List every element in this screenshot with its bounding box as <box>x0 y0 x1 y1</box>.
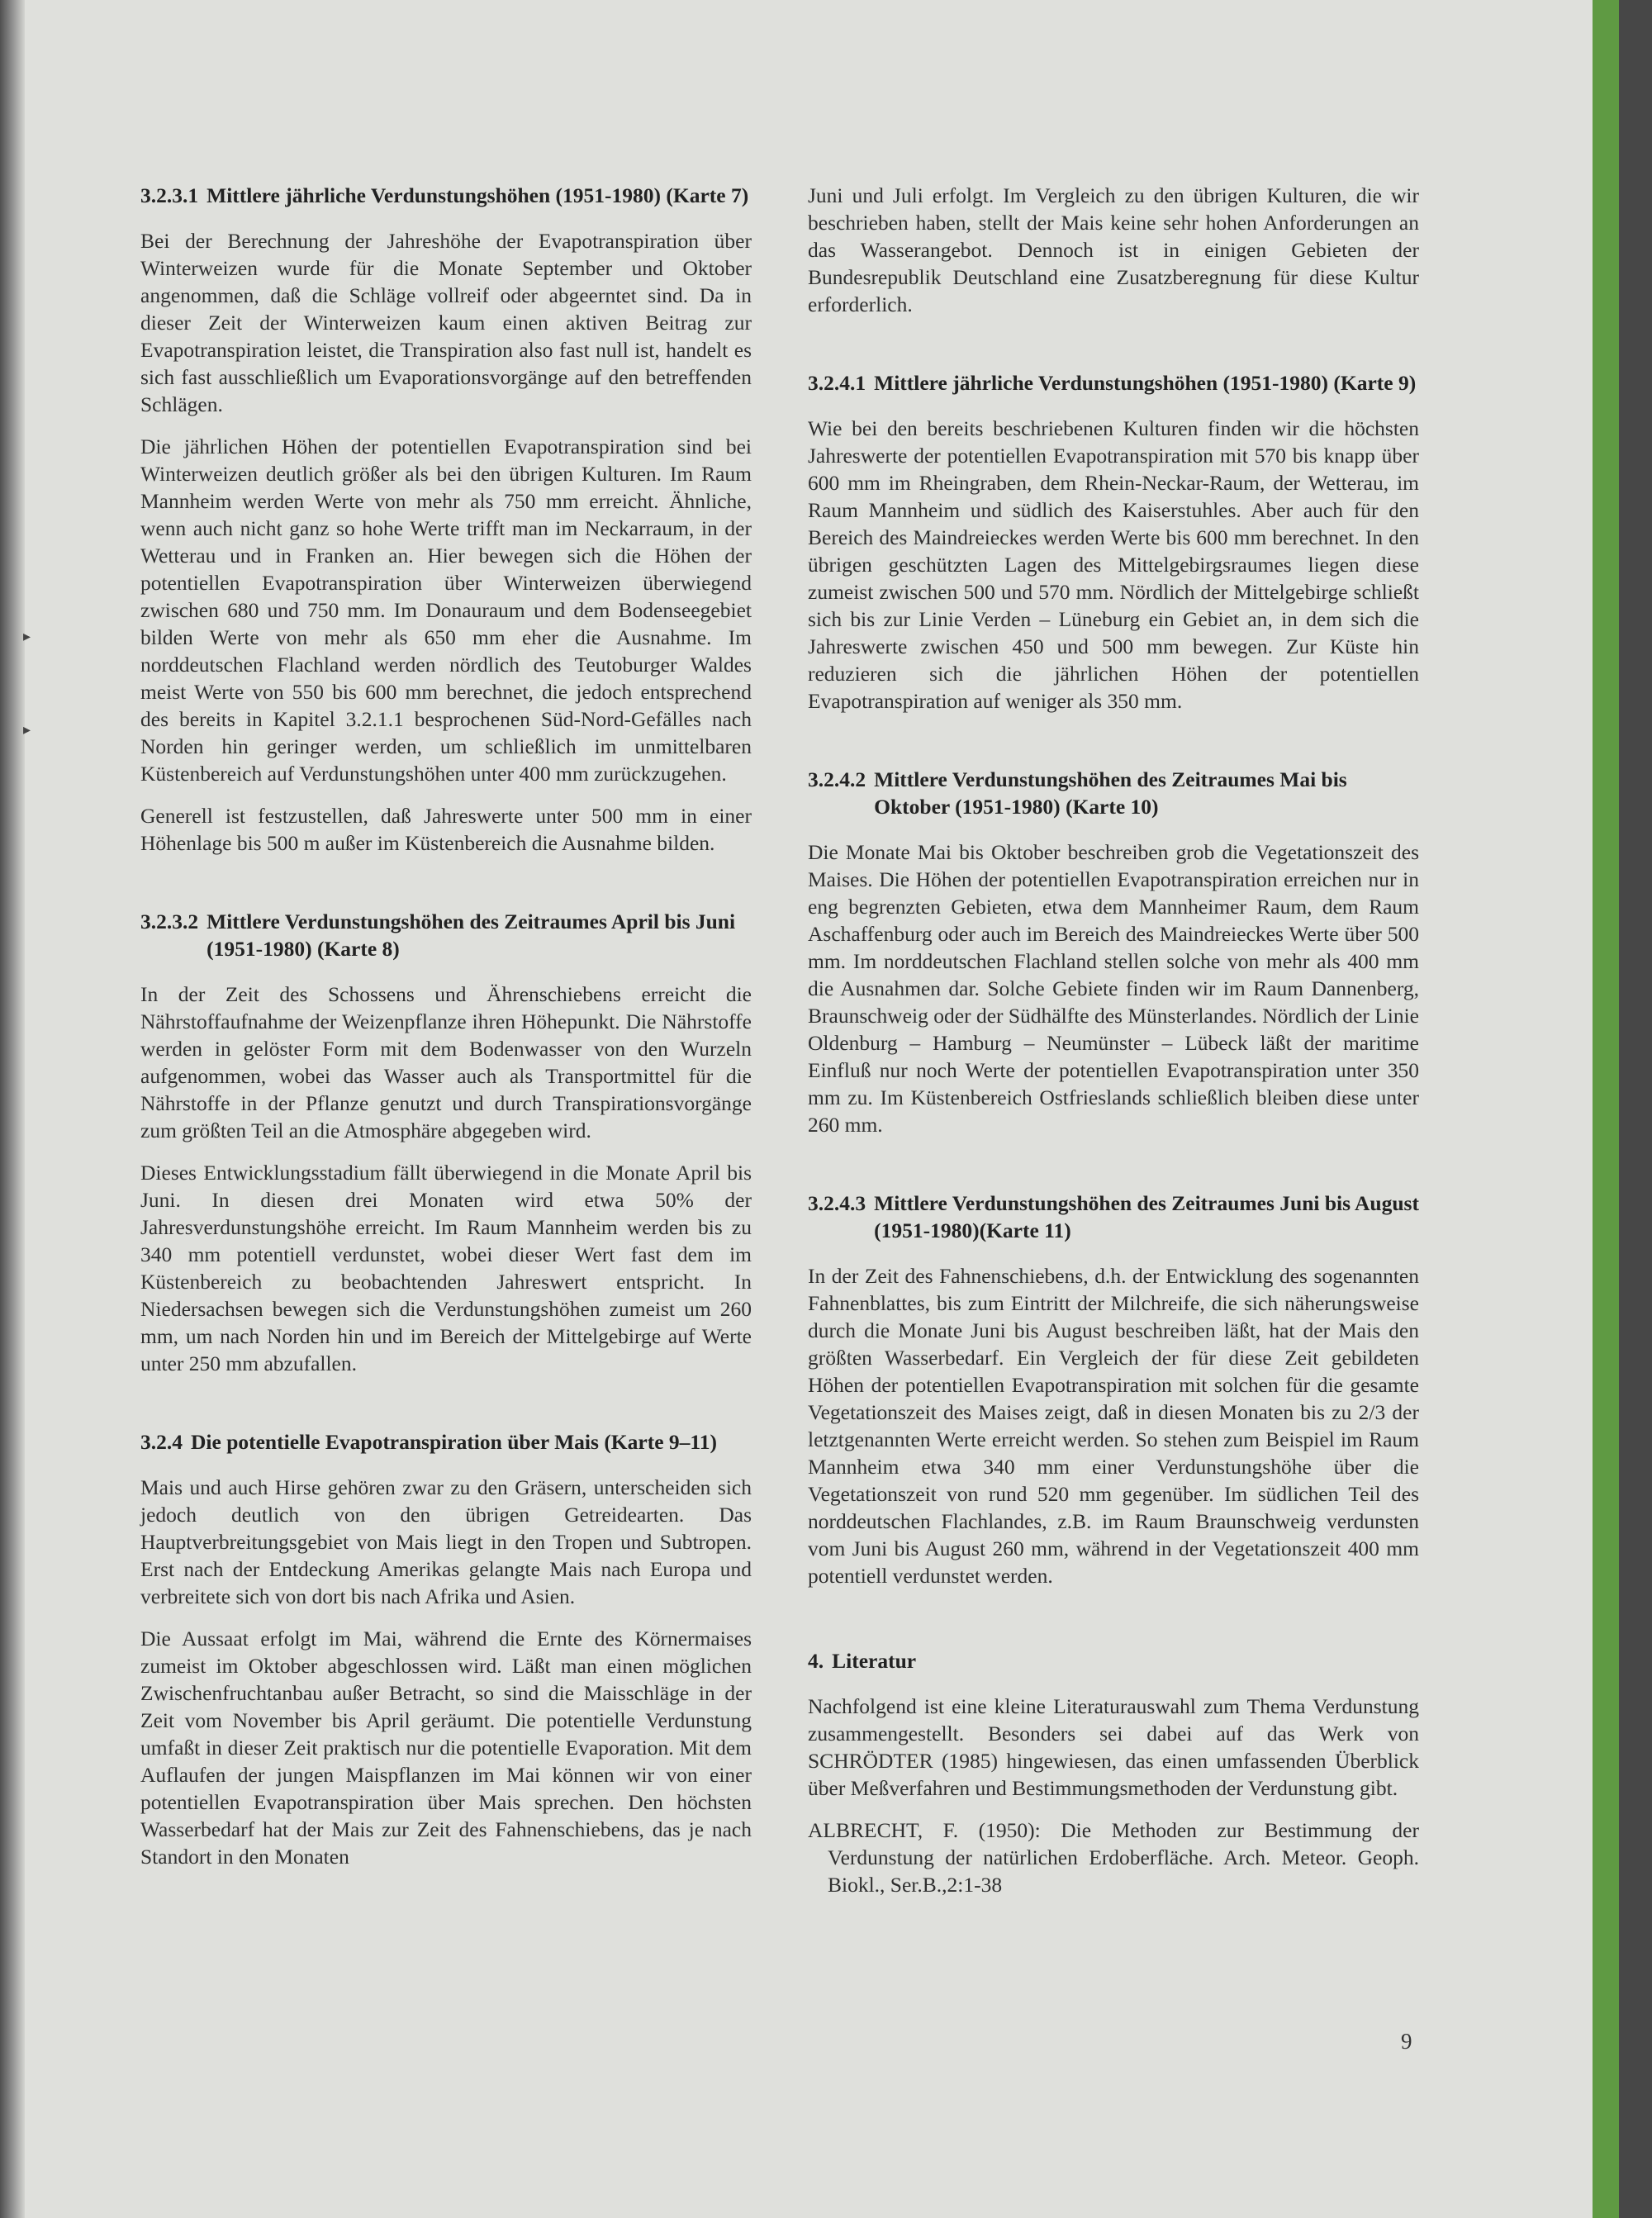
section-number: 3.2.4 <box>140 1430 183 1454</box>
section-number: 3.2.4.3 <box>808 1191 866 1215</box>
section-title: Mittlere Verdunstungshöhen des Zeitraumes Juni bis August (1951-1980)(Karte 11) <box>874 1191 1419 1242</box>
margin-mark: ▸ <box>23 721 31 738</box>
paragraph: Nachfolgend ist eine kleine Literaturauswahl zum Thema Verdunstung zusammengestellt. Besonders sei dabei auf das Werk von SCHRÖDTER (1985) hingewiesen, das einen umfassenden Überblick über Meßverfahren und Bestimmungsmethoden der Verdunstung gibt. <box>808 1694 1419 1800</box>
paragraph: Die Aussaat erfolgt im Mai, während die Ernte des Körnermaises zumeist im Oktober abgeschlossen wird. Läßt man einen möglichen Zwischenfruchtanbau außer Betracht, so sind die Maisschläge in der Zeit vom November bis April geräumt. Die potentielle Verdunstung umfaßt in dieser Zeit praktisch nur die potentielle Evaporation. Mit dem Auflaufen der jungen Maispflanzen im Mai können wir von einer potentiellen Evapotranspiration über Mais sprechen. Den höchsten Wasserbedarf hat der Mais zur Zeit des Fahnenschiebens, das je nach Standort in den Monaten <box>140 1627 752 1869</box>
section-title: Mittlere Verdunstungshöhen des Zeitraumes April bis Juni (1951-1980) (Karte 8) <box>206 910 736 961</box>
section-number: 3.2.4.2 <box>808 767 866 791</box>
section-heading <box>808 369 1419 397</box>
section-heading <box>140 908 752 962</box>
paragraph: Bei der Berechnung der Jahreshöhe der Evapotranspiration über Winterweizen wurde für die Monate September und Oktober angenommen, daß die Schläge vollreif oder abgeerntet sind. Da in dieser Zeit der Winterweizen kaum einen aktiven Beitrag zur Evapotranspiration leistet, die Transpiration also fast null ist, handelt es sich fast ausschließlich um Evaporationsvorgänge auf den betreffenden Schlägen. <box>140 229 752 416</box>
section-title: Die potentielle Evapotranspiration über Mais (Karte 9–11) <box>191 1430 717 1454</box>
right-column <box>808 182 1419 1898</box>
paragraph: In der Zeit des Fahnenschiebens, d.h. der Entwicklung des sogenannten Fahnenblattes, bis zum Eintritt der Milchreife, die sich näherungsweise durch die Monate Juni bis August beschreiben läßt, hat der Mais den größten Wasserbedarf. Ein Vergleich der für diese Zeit gebildeten Höhen der potentiellen Evapotranspiration mit solchen für die gesamte Vegetationszeit des Maises zeigt, daß in diesen Monaten bis zu 2/3 der letztgenannten Werte erreicht werden. So stehen zum Beispiel im Raum Mannheim etwa 340 mm einer Verdunstungshöhe über die Vegetationszeit von rund 520 mm gegenüber. Im südlichen Teil des norddeutschen Flachlandes, z.B. im Raum Braunschweig verdunsten vom Juni bis August 260 mm, während in der Vegetationszeit 400 mm potentiell verdunstet werden. <box>808 1264 1419 1588</box>
section-heading <box>808 766 1419 820</box>
paragraph: Die jährlichen Höhen der potentiellen Evapotranspiration sind bei Winterweizen deutlich größer als bei den übrigen Kulturen. Im Raum Mannheim werden Werte von mehr als 750 mm erreicht. Ähnliche, wenn auch nicht ganz so hohe Werte trifft man im Neckarraum, in der Wetterau und in Franken an. Hier bewegen sich die Höhen der potentiellen Evapotranspiration über Winterweizen überwiegend zwischen 680 und 750 mm. Im Donauraum und dem Bodenseegebiet bilden Werte von mehr als 650 mm eher die Ausnahme. Im norddeutschen Flachland werden nördlich des Teutoburger Waldes meist Werte von 550 bis 600 mm berechnet, die jedoch entsprechend des bereits in Kapitel 3.2.1.1 besprochenen Süd-Nord-Gefälles nach Norden hin geringer werden, um schließlich im unmittelbaren Küstenbereich auf Verdunstungshöhen unter 400 mm zurückzugehen. <box>140 435 752 786</box>
paragraph: Wie bei den bereits beschriebenen Kulturen finden wir die höchsten Jahreswerte der potentiellen Evapotranspiration mit 570 bis knapp über 600 mm im Rheingraben, dem Rhein-Neckar-Raum, der Wetterau, im Raum Mannheim und südlich des Kaiserstuhles. Aber auch für den Bereich des Maindreieckes werden Werte bis 600 mm berechnet. In den übrigen geschützten Lagen des Mittelgebirgsraumes liegen diese zumeist zwischen 500 und 570 mm. Nördlich der Mittelgebirge schließt sich bis zur Linie Verden – Lüneburg ein Gebiet an, in dem sich die Jahreswerte zwischen 450 und 500 mm bewegen. Zur Küste hin reduzieren sich die jährlichen Höhen der potentiellen Evapotranspiration auf weniger als 350 mm. <box>808 416 1419 713</box>
margin-mark: ▸ <box>23 628 31 644</box>
paragraph: Dieses Entwicklungsstadium fällt überwiegend in die Monate April bis Juni. In diesen drei Monaten wird etwa 50% der Jahresverdunstungshöhe erreicht. Im Raum Mannheim werden bis zu 340 mm potentiell verdunstet, wobei dieser Wert fast dem im Küstenbereich zu beobachtenden Jahreswert entspricht. In Niedersachsen bewegen sich die Verdunstungshöhen zumeist um 260 mm, um nach Norden hin und im Bereich der Mittelgebirge auf Werte unter 250 mm abzufallen. <box>140 1161 752 1375</box>
book-spine-shadow <box>0 0 25 2218</box>
paragraph: In der Zeit des Schossens und Ährenschiebens erreicht die Nährstoffaufnahme der Weizenpflanze ihren Höhepunkt. Die Nährstoffe werden in gelöster Form mit dem Bodenwasser von den Wurzeln aufgenommen, wobei das Wasser auch als Transportmittel für die Nährstoffe in der Pflanze genutzt und durch Transpirationsvorgänge zum größten Teil an die Atmosphäre abgegeben wird. <box>140 982 752 1142</box>
section-title: Mittlere jährliche Verdunstungshöhen (1951-1980) (Karte 7) <box>206 183 749 207</box>
section-heading <box>808 1190 1419 1244</box>
left-column <box>140 182 752 1870</box>
section-number: 3.2.4.1 <box>808 371 866 395</box>
green-page-edge <box>1593 0 1619 2218</box>
section-number: 3.2.3.2 <box>140 910 199 933</box>
paragraph: Die Monate Mai bis Oktober beschreiben grob die Vegetationszeit des Maises. Die Höhen der potentiellen Evapotranspiration erreichen nur in eng begrenzten Gebieten, etwa dem Mannheimer Raum, dem Raum Aschaffenburg oder auch im Bereich des Maindreieckes Werte über 500 mm. Im norddeutschen Flachland stellen solche von mehr als 400 mm die Ausnahmen dar. Solche Gebiete finden wir im Raum Dannenberg, Braunschweig oder der Südhälfte des Münsterlandes. Nördlich der Linie Oldenburg – Hamburg – Neumünster – Lübeck läßt der maritime Einfluß nur noch Werte der potentiellen Evapotranspiration unter 350 mm zu. Im Küstenbereich Ostfrieslands schließlich bleiben diese unter 260 mm. <box>808 840 1419 1137</box>
section-heading <box>140 1428 752 1456</box>
section-heading <box>808 1647 1419 1674</box>
page-number: 9 <box>1401 2029 1412 2054</box>
section-number: 3.2.3.1 <box>140 183 199 207</box>
section-title: Mittlere Verdunstungshöhen des Zeitraumes Mai bis Oktober (1951-1980) (Karte 10) <box>874 767 1347 819</box>
section-title: Literatur <box>832 1649 917 1673</box>
section-number: 4. <box>808 1649 824 1673</box>
section-title: Mittlere jährliche Verdunstungshöhen (1951-1980) (Karte 9) <box>874 371 1417 395</box>
paragraph: Juni und Juli erfolgt. Im Vergleich zu den übrigen Kulturen, die wir beschrieben haben, stellt der Mais keine sehr hohen Anforderungen an das Wasserangebot. Dennoch ist in einigen Gebieten der Bundesrepublik Deutschland eine Zusatzberegnung für diese Kultur erforderlich. <box>808 183 1419 316</box>
paragraph: Generell ist festzustellen, daß Jahreswerte unter 500 mm in einer Höhenlage bis 500 m außer im Küstenbereich die Ausnahme bilden. <box>140 804 752 855</box>
reference-entry: ALBRECHT, F. (1950): Die Methoden zur Bestimmung der Verdunstung der natürlichen Erdoberfläche. Arch. Meteor. Geoph. Biokl., Ser.B.,2:1-38 <box>808 1818 1419 1897</box>
dark-border <box>1619 0 1652 2218</box>
section-heading <box>140 182 752 209</box>
paragraph: Mais und auch Hirse gehören zwar zu den Gräsern, unterscheiden sich jedoch deutlich von den übrigen Getreidearten. Das Hauptverbreitungsgebiet von Mais liegt in den Tropen und Subtropen. Erst nach der Entdeckung Amerikas gelangte Mais nach Europa und verbreitete sich von dort bis nach Afrika und Asien. <box>140 1475 752 1608</box>
